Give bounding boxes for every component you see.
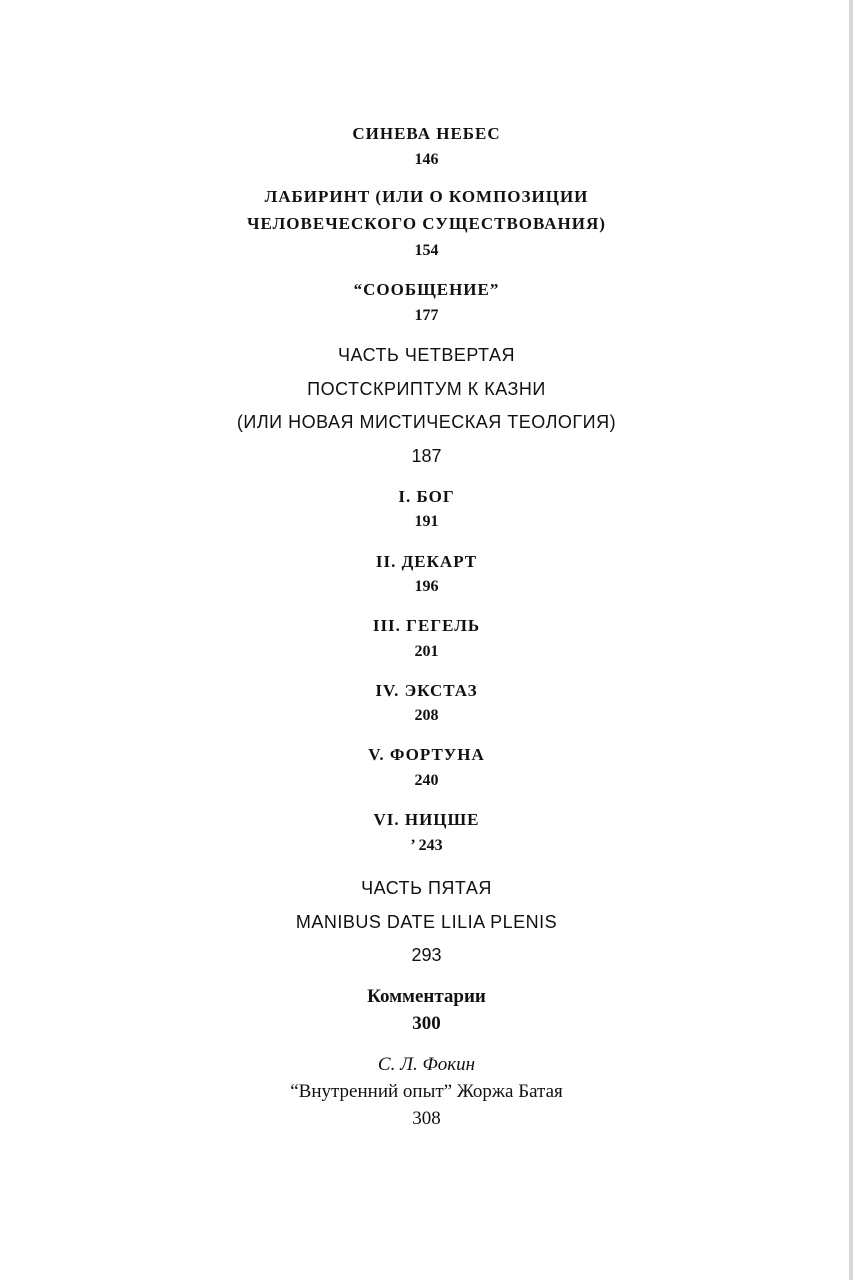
- part-page: 293: [411, 945, 442, 965]
- chapter-title: V. ФОРТУНА: [368, 745, 485, 764]
- part-heading: ЧАСТЬ ПЯТАЯ: [361, 878, 492, 898]
- chapter-page: 191: [414, 513, 439, 530]
- part-title: ПОСТСКРИПТУМ К КАЗНИ: [307, 379, 546, 399]
- part-heading: ЧАСТЬ ЧЕТВЕРТАЯ: [338, 345, 515, 365]
- toc-entry-title: СИНЕВА НЕБЕС: [352, 124, 501, 143]
- afterword-author: С. Л. Фокин: [377, 1054, 476, 1075]
- afterword-page: 308: [412, 1108, 441, 1129]
- toc-entry-title: ЧЕЛОВЕЧЕСКОГО СУЩЕСТВОВАНИЯ): [247, 214, 606, 233]
- chapter-page: 196: [414, 578, 439, 595]
- chapter-title: II. ДЕКАРТ: [375, 552, 478, 571]
- toc-entry-title: ЛАБИРИНТ (ИЛИ О КОМПОЗИЦИИ: [264, 187, 589, 206]
- chapter-title: IV. ЭКСТАЗ: [375, 681, 478, 700]
- chapter-title: III. ГЕГЕЛЬ: [372, 616, 481, 635]
- toc-entry-page: 177: [414, 307, 439, 324]
- part-title: MANIBUS DATE LILIA PLENIS: [295, 912, 558, 932]
- toc-entry-page: 154: [414, 242, 439, 259]
- chapter-page: 201: [414, 643, 439, 660]
- chapter-page: 208: [414, 707, 439, 724]
- toc-entry-page: 146: [414, 151, 439, 168]
- part-page: 187: [411, 446, 442, 466]
- chapter-title: VI. НИЦШЕ: [373, 810, 480, 829]
- chapter-title: I. БОГ: [398, 487, 455, 506]
- chapter-page: 240: [414, 772, 439, 789]
- commentary-title: Комментарии: [367, 986, 486, 1007]
- afterword-title: “Внутренний опыт” Жоржа Батая: [290, 1081, 563, 1102]
- commentary-page: 300: [412, 1013, 441, 1034]
- toc-entry-title: “СООБЩЕНИЕ”: [353, 280, 500, 299]
- part-subtitle: (ИЛИ НОВАЯ МИСТИЧЕСКАЯ ТЕОЛОГИЯ): [236, 412, 617, 432]
- chapter-page: ’ 243: [410, 837, 443, 854]
